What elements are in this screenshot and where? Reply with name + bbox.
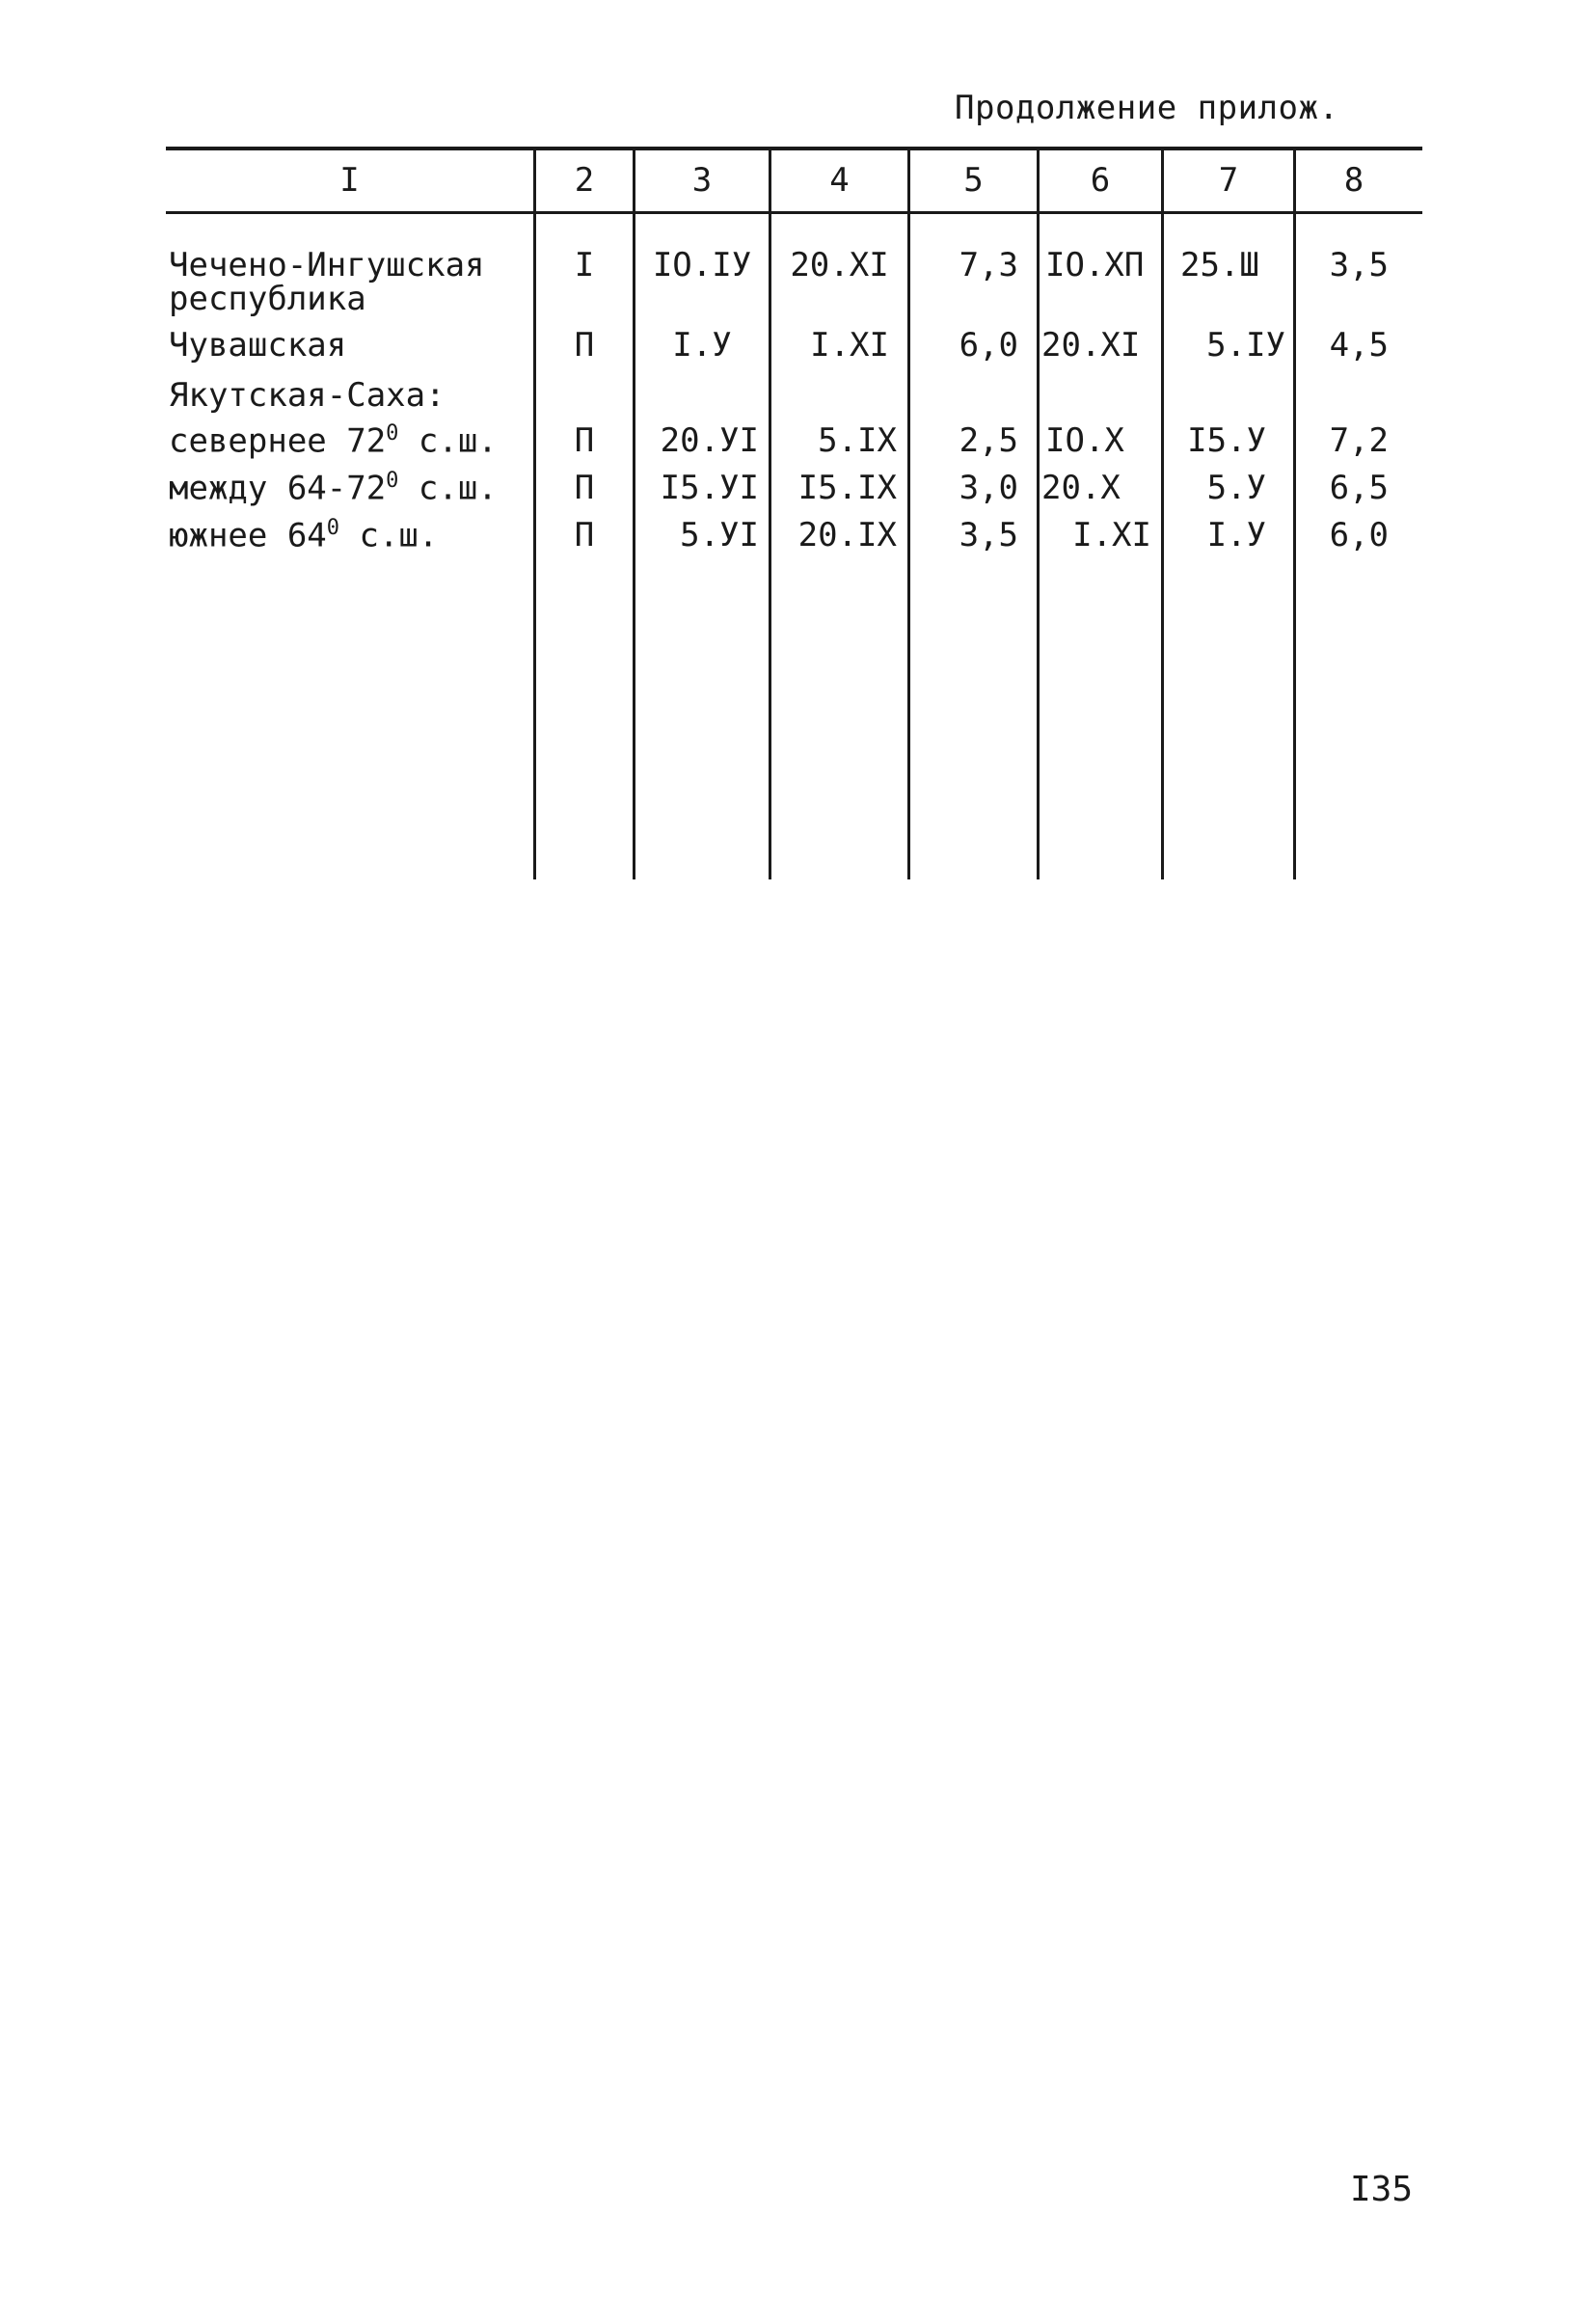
row-name: южнее $64^0$ с.ш. <box>169 516 439 555</box>
row-name: Чечено-Ингушская <box>169 246 485 284</box>
row-name: севернее $72^0$ с.ш. <box>169 421 498 461</box>
table-cell: I <box>574 246 595 284</box>
table-cell: I.У <box>672 326 732 365</box>
header-cell: I <box>339 161 360 200</box>
table-cell: 25.Ш <box>1180 246 1259 284</box>
table-cell: 20.XI <box>1041 326 1141 365</box>
table-cell: 5.IX <box>818 421 897 460</box>
page-number: I35 <box>1350 2170 1414 2209</box>
header-cell: 6 <box>1090 161 1111 200</box>
table-cell: 20.X <box>1041 469 1121 507</box>
table-cell: 6,5 <box>1329 469 1389 507</box>
table-cell: 5.IУ <box>1206 326 1285 365</box>
table-cell: I5.IX <box>797 469 897 507</box>
header-cell: 8 <box>1343 161 1364 200</box>
table-cell: 7,2 <box>1329 421 1389 460</box>
header-cell: 3 <box>691 161 713 200</box>
table-cell: IO.X <box>1045 421 1124 460</box>
continuation-label: Продолжение прилож. <box>955 89 1339 127</box>
table-cell: 6,0 <box>959 326 1018 365</box>
column-divider <box>1037 147 1040 879</box>
row-name: между $64-72^0$ с.ш. <box>169 469 498 508</box>
header-bottom-rule <box>166 211 1422 214</box>
table-cell: 2,5 <box>959 421 1018 460</box>
header-cell: 4 <box>829 161 850 200</box>
table-cell: I.XI <box>1072 516 1151 554</box>
table-top-rule <box>166 147 1422 150</box>
table-cell: 7,3 <box>959 246 1018 284</box>
table-cell: IO.IУ <box>652 246 752 284</box>
table-cell: 3,5 <box>959 516 1018 554</box>
header-cell: 7 <box>1218 161 1239 200</box>
table-cell: П <box>574 326 595 365</box>
table-cell: П <box>574 516 595 554</box>
table-cell: I.XI <box>810 326 889 365</box>
table-cell: 4,5 <box>1329 326 1389 365</box>
row-group-heading: Якутская-Саха: <box>169 376 446 415</box>
header-cell: 5 <box>963 161 984 200</box>
table-cell: 20.IX <box>797 516 897 554</box>
row-name-continued: республика <box>169 280 366 318</box>
table-cell: 20.УI <box>660 421 759 460</box>
table-cell: П <box>574 421 595 460</box>
table-cell: 5.УI <box>680 516 759 554</box>
header-cell: 2 <box>574 161 595 200</box>
table-cell: 5.У <box>1206 469 1266 507</box>
table-cell: 20.XI <box>790 246 889 284</box>
table-cell: 3,0 <box>959 469 1018 507</box>
table-cell: 3,5 <box>1329 246 1389 284</box>
column-divider <box>1161 147 1164 879</box>
table-cell: 6,0 <box>1329 516 1389 554</box>
table-cell: I.У <box>1206 516 1266 554</box>
row-name: Чувашская <box>169 326 347 365</box>
table-cell: IO.XП <box>1045 246 1145 284</box>
table-cell: П <box>574 469 595 507</box>
table-cell: I5.У <box>1187 421 1266 460</box>
table-cell: I5.УI <box>660 469 759 507</box>
